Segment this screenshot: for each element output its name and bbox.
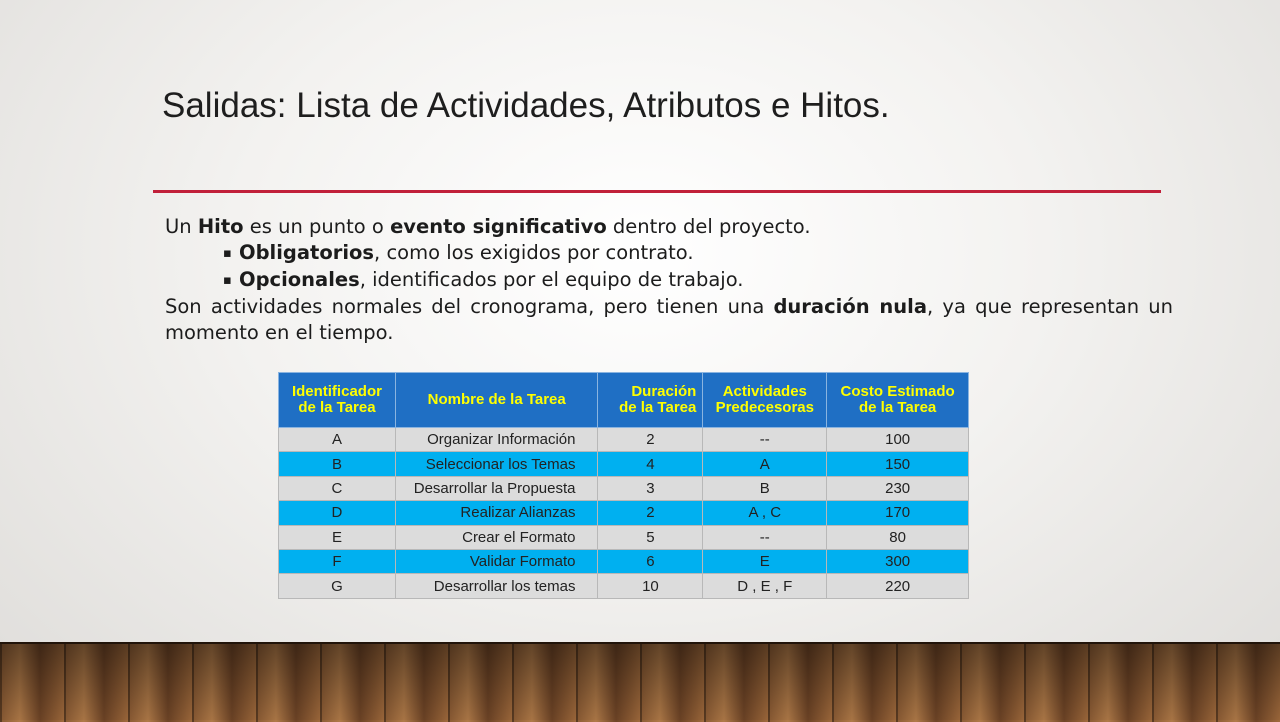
text-bold: Hito [197, 215, 244, 238]
text-run: dentro del proyecto. [606, 215, 811, 238]
text-run: , ya que representan un momento en el tiempo. [165, 295, 1173, 344]
header-name: Nombre de la Tarea [395, 373, 598, 428]
header-id [279, 373, 396, 428]
cell-name: Crear el Formato [395, 525, 598, 549]
cell-predecessors: -- [703, 428, 827, 452]
cell-duration: 2 [598, 428, 703, 452]
cell-cost: 100 [827, 428, 969, 452]
cell-duration: 4 [598, 452, 703, 476]
floor-shadow [0, 642, 1280, 720]
bullet-obligatorios [165, 240, 1173, 267]
table-row [279, 501, 969, 525]
cell-id: G [279, 574, 396, 598]
header-line: de la Tarea [619, 399, 697, 416]
table-header-row [279, 373, 969, 428]
cell-cost: 150 [827, 452, 969, 476]
cell-id: E [279, 525, 396, 549]
text-run: , identificados por el equipo de trabajo. [359, 268, 744, 291]
title-divider [153, 190, 1161, 193]
header-line: Predecesoras [715, 399, 814, 416]
cell-predecessors: B [703, 476, 827, 500]
cell-predecessors: A , C [703, 501, 827, 525]
table-row [279, 428, 969, 452]
cell-id: F [279, 549, 396, 573]
header-line: Actividades [722, 383, 807, 400]
duration-note [165, 294, 1173, 346]
text-bold: duración nula [773, 295, 928, 318]
cell-cost: 170 [827, 501, 969, 525]
text-bold: Obligatorios [239, 241, 375, 264]
text-bold: evento significativo [390, 215, 607, 238]
square-bullet-icon: ▪ [223, 273, 232, 288]
cell-duration: 3 [598, 476, 703, 500]
cell-name: Desarrollar los temas [395, 574, 598, 598]
cell-duration: 6 [598, 549, 703, 573]
cell-name: Seleccionar los Temas [395, 452, 598, 476]
hito-definition [165, 214, 1173, 240]
text-run: Son actividades normales del cronograma, pero tienen una [165, 295, 774, 318]
header-predecessors [703, 373, 827, 428]
tasks-table [278, 372, 969, 599]
header-line: de la Tarea [298, 399, 376, 416]
header-cost [827, 373, 969, 428]
header-line: Costo Estimado [840, 383, 955, 400]
cell-predecessors: E [703, 549, 827, 573]
table-row [279, 476, 969, 500]
cell-duration: 10 [598, 574, 703, 598]
cell-name: Organizar Información [395, 428, 598, 452]
cell-id: A [279, 428, 396, 452]
bullet-opcionales [165, 267, 1173, 294]
cell-name: Realizar Alianzas [395, 501, 598, 525]
header-duration [598, 373, 703, 428]
cell-predecessors: A [703, 452, 827, 476]
table-row [279, 452, 969, 476]
cell-cost: 80 [827, 525, 969, 549]
header-line: Identificador [291, 383, 382, 400]
cell-duration: 5 [598, 525, 703, 549]
cell-name: Validar Formato [395, 549, 598, 573]
cell-cost: 230 [827, 476, 969, 500]
cell-duration: 2 [598, 501, 703, 525]
text-run: es un punto o [243, 215, 391, 238]
cell-cost: 300 [827, 549, 969, 573]
body-text [165, 214, 1173, 346]
cell-cost: 220 [827, 574, 969, 598]
square-bullet-icon: ▪ [223, 246, 232, 261]
cell-id: D [279, 501, 396, 525]
table-row [279, 574, 969, 598]
cell-predecessors: D , E , F [703, 574, 827, 598]
cell-id: C [279, 476, 396, 500]
header-line: Duración [631, 383, 697, 400]
cell-id: B [279, 452, 396, 476]
cell-name: Desarrollar la Propuesta [395, 476, 598, 500]
text-run: Un [165, 215, 198, 238]
text-run: , como los exigidos por contrato. [374, 241, 694, 264]
table-row [279, 549, 969, 573]
table-row [279, 525, 969, 549]
text-bold: Opcionales [239, 268, 360, 291]
cell-predecessors: -- [703, 525, 827, 549]
slide-title: Salidas: Lista de Actividades, Atributos e Hitos. [162, 86, 890, 125]
header-line: de la Tarea [858, 399, 937, 416]
